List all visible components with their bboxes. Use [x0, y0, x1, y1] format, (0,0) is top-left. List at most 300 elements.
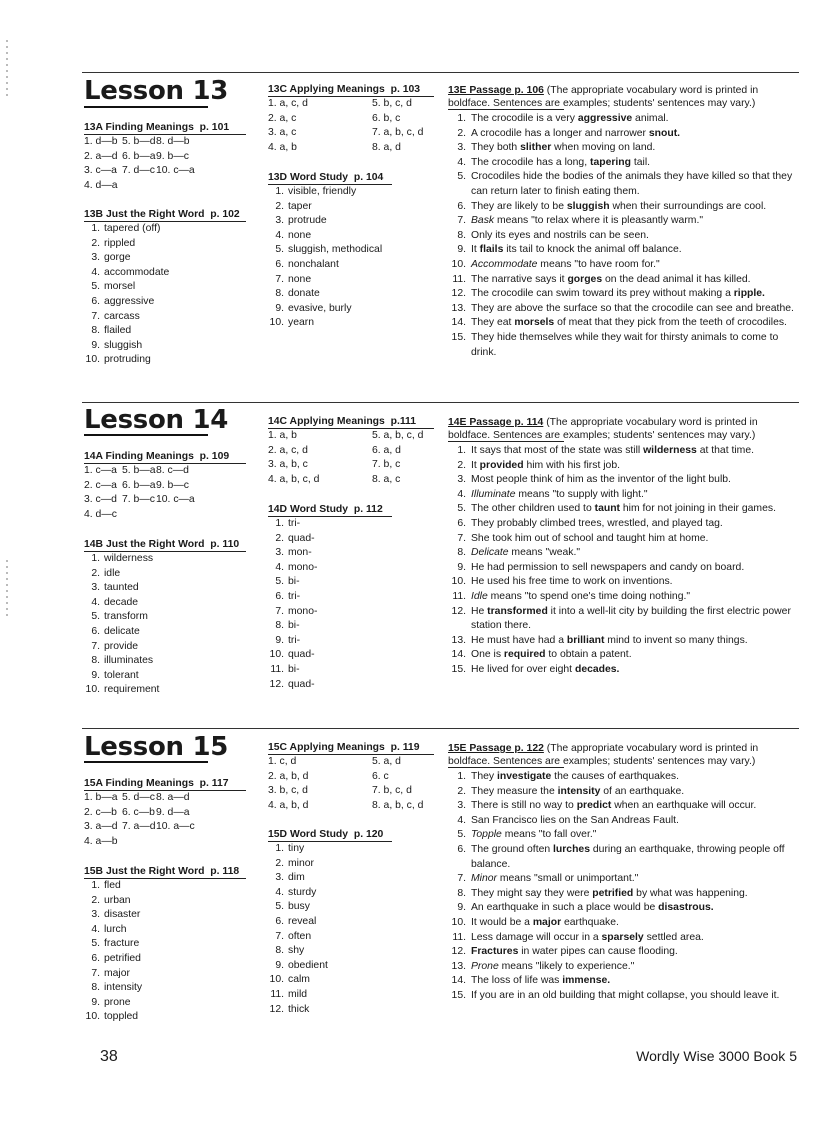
answer-cell: 7. a, b, c, d — [372, 127, 424, 139]
applying-meanings-heading — [268, 84, 434, 97]
applying-meanings-section — [268, 416, 434, 487]
list-item: 10. calm — [269, 974, 310, 986]
answer-cell: 2. a—d — [84, 150, 118, 162]
passage-section — [448, 416, 800, 678]
answer-cell: 3. c—d — [84, 494, 117, 506]
answer-word: tapered (off) — [104, 223, 161, 234]
passage-section — [448, 84, 800, 360]
applying-meanings-answers — [268, 97, 434, 155]
passage-heading — [448, 742, 800, 768]
answer-word: dim — [288, 872, 305, 884]
answer-word: bi- — [288, 576, 300, 588]
answer-word: tri- — [288, 590, 301, 602]
passage-answer: 3. There is still no way to predict when an earthquake will occur. — [448, 799, 800, 814]
answer-sentence: He lived for over eight decades. — [471, 663, 620, 675]
answer-word: none — [288, 273, 312, 285]
list-item: 6. petrified — [91, 952, 141, 964]
list-item: 7. provide — [91, 640, 139, 652]
section-page: p. 104 — [353, 172, 384, 183]
answer-sentence: They probably climbed trees, wrestled, and played tag. — [471, 517, 723, 529]
answer-word: busy — [288, 901, 310, 913]
passage-instructions: (The appropriate vocabulary word is printed in boldface. Sentences are examples; students' sentences may vary.) — [448, 417, 758, 441]
list-item: 9. sluggish — [91, 339, 143, 351]
answer-sentence: Delicate means "weak." — [471, 547, 581, 559]
answer-cell: 9. b—c — [156, 479, 189, 491]
answer-word: sluggish, methodical — [288, 244, 383, 256]
section-page: p. 117 — [199, 778, 229, 789]
answer-sentence: They measure the intensity of an earthquake. — [471, 785, 685, 797]
list-item: 6. reveal — [275, 915, 317, 927]
passage-answer: 5. The other children used to taunt him for not joining in their games. — [448, 502, 800, 517]
passage-answer: 7. Minor means "small or unimportant." — [448, 872, 800, 887]
answer-cell: 1. a, c, d — [268, 98, 308, 109]
answer-word: illuminates — [104, 655, 154, 667]
word-study-section — [268, 504, 392, 692]
list-item: 2. idle — [91, 567, 121, 579]
list-item: 9. obedient — [275, 959, 328, 971]
answer-sentence: He transformed it into a well-lit city by building the first electric power station there. — [471, 605, 791, 632]
answer-word: yearn — [288, 317, 314, 329]
passage-answer: 3. They both slither when moving on land. — [448, 141, 800, 156]
list-item: 3. gorge — [91, 252, 131, 264]
answer-cell: 7. b, c, d — [372, 785, 412, 797]
answer-sentence: Minor means "small or unimportant." — [471, 873, 639, 885]
finding-meanings-answers — [84, 791, 246, 849]
answer-word: taunted — [104, 582, 139, 594]
answer-word: quad- — [288, 649, 315, 661]
list-item: 3. dim — [275, 872, 305, 884]
answer-sentence: The crocodile has a long, tapering tail. — [471, 156, 651, 168]
answer-cell: 8. a, b, c, d — [372, 799, 424, 811]
finding-meanings-heading — [84, 778, 246, 791]
answer-sentence: San Francisco lies on the San Andreas Fault. — [471, 814, 679, 826]
answer-cell: 6. b—a — [122, 150, 156, 162]
section-label: 15B Just the Right Word — [84, 866, 205, 877]
answer-word: tiny — [288, 843, 305, 854]
list-item: 1. visible, friendly — [275, 186, 357, 197]
answer-word: thick — [288, 1003, 310, 1015]
just-right-word-section — [84, 539, 246, 698]
list-item: 1. wilderness — [91, 553, 154, 564]
answer-word: tri- — [288, 518, 301, 529]
section-page: p. 118 — [210, 866, 240, 877]
applying-meanings-section — [268, 84, 434, 155]
answer-word: idle — [104, 567, 121, 579]
answer-cell — [190, 164, 230, 179]
answer-cell — [190, 820, 230, 835]
answer-word: intensity — [104, 982, 143, 994]
answer-sentence: They hide themselves while they wait for thirsty animals to come to drink. — [471, 331, 779, 358]
passage-answer: 1. They investigate the causes of earthquakes. — [448, 770, 800, 785]
list-item: 5. busy — [275, 901, 310, 913]
answer-cell — [122, 508, 156, 523]
answer-cell: 8. a, d — [372, 141, 401, 153]
answer-cell — [156, 835, 190, 850]
list-item: 11. mild — [270, 988, 308, 1000]
section-label: 15C Applying Meanings — [268, 742, 385, 753]
section-page: p. 109 — [199, 451, 230, 462]
applying-meanings-heading — [268, 742, 434, 755]
answer-cell: 5. b—d — [122, 136, 156, 147]
list-item: 12. thick — [269, 1003, 310, 1015]
answer-cell: 5. a, d — [372, 756, 401, 767]
list-item: 10. protruding — [85, 354, 151, 366]
answer-word: gorge — [104, 252, 131, 264]
section-page: p.111 — [390, 416, 417, 427]
answer-sentence: They might say they were petrified by what was happening. — [471, 887, 748, 899]
list-item: 7. none — [275, 273, 312, 285]
answer-cell: 7. a—d — [122, 821, 156, 833]
passage-answer: 6. The ground often lurches during an earthquake, throwing people off balance. — [448, 843, 800, 872]
answer-cell: 1. c, d — [268, 756, 297, 767]
answer-cell: 2. a, b, d — [268, 770, 309, 782]
answer-cell: 3. a, c — [268, 127, 297, 139]
answer-word: toppled — [104, 1011, 139, 1023]
answer-cell: 3. b, c, d — [268, 785, 308, 797]
passage-answer: 12. The crocodile can swim toward its prey without making a ripple. — [448, 287, 800, 302]
list-item: 2. minor — [275, 857, 314, 869]
list-item: 5. transform — [91, 611, 148, 623]
answer-cell: 10. c—a — [156, 494, 195, 506]
answer-cell — [190, 835, 230, 850]
section-label: 15D Word Study — [268, 829, 349, 840]
answer-word: disaster — [104, 909, 141, 921]
answer-sentence: Bask means "to relax where it is pleasantly warm." — [471, 215, 704, 227]
answer-cell: 3. a—d — [84, 821, 118, 833]
finding-meanings-section — [84, 778, 246, 849]
list-item: 3. protrude — [275, 215, 327, 227]
answer-sentence: The crocodile is a very aggressive animal. — [471, 113, 669, 124]
word-study-section — [268, 172, 392, 331]
answer-sentence: An earthquake in such a place would be disastrous. — [471, 902, 714, 914]
answer-word: tri- — [288, 634, 301, 646]
list-item: 7. often — [275, 930, 312, 942]
answer-word: wilderness — [104, 553, 154, 564]
passage-answer: 12. Fractures in water pipes can cause flooding. — [448, 945, 800, 960]
answer-cell: 9. b—c — [156, 150, 189, 162]
answer-cell: 4. a, b — [268, 141, 297, 153]
answer-word: bi- — [288, 663, 300, 675]
lesson-divider — [82, 402, 799, 403]
answer-cell: 8. a—d — [156, 792, 190, 803]
lesson-title-underline — [84, 434, 208, 436]
answer-sentence: They investigate the causes of earthquakes. — [471, 771, 679, 782]
list-item: 12. quad- — [269, 678, 315, 690]
passage-answer: 2. It provided him with his first job. — [448, 459, 800, 474]
answer-word: decade — [104, 596, 139, 608]
list-item: 2. taper — [275, 200, 312, 212]
finding-meanings-heading — [84, 122, 246, 135]
section-page: p. 119 — [390, 742, 420, 753]
answer-word: accommodate — [104, 266, 170, 278]
section-page: p. 110 — [210, 539, 240, 550]
section-label: 13B Just the Right Word — [84, 209, 205, 220]
answer-word: petrified — [104, 952, 141, 964]
answer-sentence: It would be a major earthquake. — [471, 916, 619, 928]
answer-cell — [156, 179, 190, 194]
answer-cell: 5. b, c, d — [372, 98, 412, 109]
answer-word: obedient — [288, 959, 328, 971]
answer-sentence: Less damage will occur in a sparsely settled area. — [471, 931, 704, 943]
list-item: 11. bi- — [270, 663, 300, 675]
passage-answer: 7. She took him out of school and taught him at home. — [448, 532, 800, 547]
answer-cell: 4. a, b, d — [268, 799, 309, 811]
list-item: 2. quad- — [275, 532, 315, 544]
list-item: 9. tolerant — [91, 669, 139, 681]
answer-sentence: Fractures in water pipes can cause flooding. — [471, 946, 678, 958]
answer-cell — [190, 179, 230, 194]
answer-word: mono- — [288, 561, 318, 573]
section-label: 15E Passage p. 122 — [448, 743, 544, 754]
answer-word: transform — [104, 611, 148, 623]
answer-word: nonchalant — [288, 258, 339, 270]
list-item: 1. tri- — [275, 518, 301, 529]
answer-sentence: She took him out of school and taught him at home. — [471, 532, 709, 544]
answer-word: major — [104, 967, 130, 979]
section-label: 14C Applying Meanings — [268, 416, 385, 427]
list-item: 3. taunted — [91, 582, 139, 594]
section-page: p. 120 — [353, 829, 384, 840]
answer-sentence: Crocodiles hide the bodies of the animals they have killed so that they can return later to finish eating them. — [471, 171, 793, 197]
passage-answer: 8. Delicate means "weak." — [448, 546, 800, 561]
passage-answer: 9. An earthquake in such a place would be disastrous. — [448, 901, 800, 916]
answer-cell — [190, 791, 230, 806]
passage-answer: 14. The loss of life was immense. — [448, 974, 800, 989]
answer-word: fracture — [104, 938, 140, 950]
section-label: 13E Passage p. 106 — [448, 85, 544, 96]
answer-sentence: Accommodate means "to have room for." — [471, 258, 660, 270]
answer-cell: 2. a, c — [268, 112, 297, 124]
list-item: 5. morsel — [91, 281, 136, 293]
lesson-divider — [82, 72, 799, 73]
answer-cell: 1. c—a — [84, 465, 117, 476]
answer-word: flailed — [104, 325, 132, 337]
answer-sentence: Most people think of him as the inventor of the light bulb. — [471, 474, 731, 486]
answer-word: mild — [288, 988, 308, 1000]
answer-word: prone — [104, 996, 131, 1008]
answer-cell: 7. d—c — [122, 165, 155, 177]
answer-cell: 3. c—a — [84, 165, 117, 177]
answer-word: delicate — [104, 625, 140, 637]
answer-word: provide — [104, 640, 139, 652]
passage-answer: 9. He had permission to sell newspapers and candy on board. — [448, 561, 800, 576]
lesson-title-underline — [84, 106, 208, 108]
section-label: 13D Word Study — [268, 172, 349, 183]
answer-word: sluggish — [104, 339, 143, 351]
list-item: 5. fracture — [91, 938, 140, 950]
list-item: 3. mon- — [275, 547, 312, 559]
passage-answer: 6. They probably climbed trees, wrestled, and played tag. — [448, 517, 800, 532]
passage-answer: 10. Accommodate means "to have room for." — [448, 258, 800, 273]
finding-meanings-section — [84, 122, 246, 193]
answer-word: aggressive — [104, 295, 155, 307]
answer-cell: 10. c—a — [156, 165, 195, 177]
list-item: 4. lurch — [91, 923, 127, 935]
page-number: 38 — [100, 1048, 118, 1065]
answer-cell — [122, 179, 156, 194]
answer-word: bi- — [288, 620, 300, 632]
passage-answer: 1. The crocodile is a very aggressive animal. — [448, 112, 800, 127]
list-item: 6. tri- — [275, 590, 301, 602]
answer-sentence: Illuminate means "to supply with light." — [471, 488, 648, 500]
list-item: 8. illuminates — [91, 655, 154, 667]
list-item: 6. nonchalant — [275, 258, 339, 270]
answer-cell: 2. c—a — [84, 479, 117, 491]
list-item: 10. requirement — [85, 684, 160, 696]
passage-answer: 9. It flails its tail to knock the animal off balance. — [448, 243, 800, 258]
list-item: 8. shy — [275, 945, 305, 957]
passage-answer: 15. If you are in an old building that might collapse, you should leave it. — [448, 989, 800, 1004]
section-label: 13C Applying Meanings — [268, 84, 385, 95]
answer-cell — [190, 150, 230, 165]
passage-heading — [448, 84, 800, 110]
answer-sentence: The narrative says it gorges on the dead animal it has killed. — [471, 273, 751, 285]
answer-sentence: The loss of life was immense. — [471, 975, 611, 987]
lesson-title: Lesson 13 — [84, 76, 229, 106]
section-label: 14A Finding Meanings — [84, 451, 194, 462]
answer-word: protrude — [288, 215, 327, 227]
answer-cell: 5. d—c — [122, 792, 155, 803]
list-item: 10. quad- — [269, 649, 315, 661]
answer-cell: 1. d—b — [84, 136, 118, 147]
answer-word: mon- — [288, 547, 312, 559]
answer-cell — [190, 493, 230, 508]
list-item: 9. prone — [91, 996, 131, 1008]
list-item: 4. mono- — [275, 561, 318, 573]
answer-cell: 8. a, c — [372, 473, 401, 485]
finding-meanings-section — [84, 451, 246, 522]
answer-cell — [190, 135, 230, 150]
answer-sentence: He had permission to sell newspapers and candy on board. — [471, 561, 745, 573]
list-item: 2. urban — [91, 894, 131, 906]
list-item: 1. tapered (off) — [91, 223, 161, 234]
list-item: 8. donate — [275, 288, 320, 300]
section-label: 15A Finding Meanings — [84, 778, 194, 789]
list-item: 3. disaster — [91, 909, 141, 921]
finding-meanings-answers — [84, 135, 246, 193]
answer-sentence: The ground often lurches during an earthquake, throwing people off balance. — [471, 843, 785, 870]
passage-answer: 2. A crocodile has a longer and narrower snout. — [448, 127, 800, 142]
passage-answer: 12. He transformed it into a well-lit city by building the first electric power station there. — [448, 605, 800, 634]
answer-sentence: If you are in an old building that might collapse, you should leave it. — [471, 989, 780, 1001]
list-item: 9. evasive, burly — [275, 302, 352, 314]
answer-sentence: It flails its tail to knock the animal off balance. — [471, 244, 682, 256]
list-item: 5. sluggish, methodical — [275, 244, 383, 256]
list-item: 9. tri- — [275, 634, 301, 646]
answer-cell: 4. a, b, c, d — [268, 473, 320, 485]
answer-cell: 5. a, b, c, d — [372, 430, 424, 441]
answer-word: visible, friendly — [288, 186, 357, 197]
answer-sentence: Topple means "to fall over." — [471, 829, 597, 841]
answer-cell: 1. b—a — [84, 792, 118, 803]
passage-answer: 13. He must have had a brilliant mind to invent so many things. — [448, 634, 800, 649]
answer-cell — [190, 806, 230, 821]
passage-section — [448, 742, 800, 1004]
passage-answer: 2. They measure the intensity of an earthquake. — [448, 785, 800, 800]
answer-cell: 6. b, c — [372, 112, 401, 124]
just-right-word-section — [84, 866, 246, 1025]
answer-cell: 7. b, c — [372, 459, 401, 471]
answer-cell: 6. c — [372, 770, 389, 782]
lesson-title-underline — [84, 761, 208, 763]
passage-answer: 14. One is required to obtain a patent. — [448, 648, 800, 663]
answer-cell — [190, 508, 230, 523]
list-item: 7. mono- — [275, 605, 318, 617]
answer-cell: 8. c—d — [156, 465, 189, 476]
answer-word: often — [288, 930, 312, 942]
scan-edge-marks — [6, 40, 8, 100]
section-page: p. 103 — [390, 84, 421, 95]
word-study-heading — [268, 829, 392, 842]
list-item: 6. delicate — [91, 625, 140, 637]
finding-meanings-answers — [84, 464, 246, 522]
passage-answer: 7. Bask means "to relax where it is pleasantly warm." — [448, 214, 800, 229]
word-study-section — [268, 829, 392, 1017]
word-study-heading — [268, 172, 392, 185]
answer-cell — [156, 508, 190, 523]
answer-sentence: He must have had a brilliant mind to invent so many things. — [471, 634, 748, 646]
section-page: p. 112 — [353, 504, 383, 515]
list-item: 4. sturdy — [275, 886, 317, 898]
list-item: 10. yearn — [269, 317, 314, 329]
passage-answer: 15. They hide themselves while they wait for thirsty animals to come to drink. — [448, 331, 800, 360]
answer-word: lurch — [104, 923, 127, 935]
answer-sentence: It says that most of the state was still wilderness at that time. — [471, 445, 754, 456]
answer-sentence: There is still no way to predict when an earthquake will occur. — [471, 800, 757, 812]
answer-word: taper — [288, 200, 312, 212]
answer-word: sturdy — [288, 886, 317, 898]
passage-answer: 5. Topple means "to fall over." — [448, 828, 800, 843]
answer-sentence: A crocodile has a longer and narrower snout. — [471, 127, 681, 139]
answer-sentence: The other children used to taunt him for not joining in their games. — [471, 503, 776, 515]
answer-word: morsel — [104, 281, 136, 293]
passage-answer: 4. Illuminate means "to supply with light." — [448, 488, 800, 503]
list-item: 8. intensity — [91, 982, 143, 994]
answer-cell: 10. a—c — [156, 821, 195, 833]
answer-sentence: One is required to obtain a patent. — [471, 649, 632, 661]
section-label: 14D Word Study — [268, 504, 349, 515]
answer-cell: 1. a, b — [268, 430, 297, 441]
passage-answer: 8. Only its eyes and nostrils can be seen. — [448, 229, 800, 244]
answer-cell: 8. d—b — [156, 136, 190, 147]
book-title: Wordly Wise 3000 Book 5 — [636, 1048, 797, 1064]
passage-instructions: (The appropriate vocabulary word is printed in boldface. Sentences are examples; students' sentences may vary.) — [448, 85, 759, 109]
passage-answer: 4. San Francisco lies on the San Andreas Fault. — [448, 814, 800, 829]
answer-word: protruding — [104, 354, 151, 366]
section-label: 14E Passage p. 114 — [448, 417, 544, 428]
answer-cell: 6. b—a — [122, 479, 156, 491]
passage-answer: 3. Most people think of him as the inventor of the light bulb. — [448, 473, 800, 488]
section-page: p. 101 — [199, 122, 230, 133]
answer-word: calm — [288, 974, 310, 986]
passage-answer: 1. It says that most of the state was still wilderness at that time. — [448, 444, 800, 459]
passage-answer: 8. They might say they were petrified by what was happening. — [448, 887, 800, 902]
answer-word: reveal — [288, 915, 317, 927]
passage-answer: 10. It would be a major earthquake. — [448, 916, 800, 931]
list-item: 5. bi- — [275, 576, 300, 588]
list-item: 8. bi- — [275, 620, 300, 632]
answer-word: rippled — [104, 237, 136, 249]
just-right-word-heading — [84, 539, 246, 552]
answer-cell: 7. b—c — [122, 494, 155, 506]
answer-sentence: He used his free time to work on inventions. — [471, 576, 673, 588]
passage-answer: 6. They are likely to be sluggish when their surroundings are cool. — [448, 200, 800, 215]
section-page: p. 102 — [210, 209, 240, 220]
list-item: 1. fled — [91, 880, 121, 891]
answer-cell: 2. c—b — [84, 806, 117, 818]
applying-meanings-section — [268, 742, 434, 813]
answer-cell: 3. a, b, c — [268, 459, 308, 471]
